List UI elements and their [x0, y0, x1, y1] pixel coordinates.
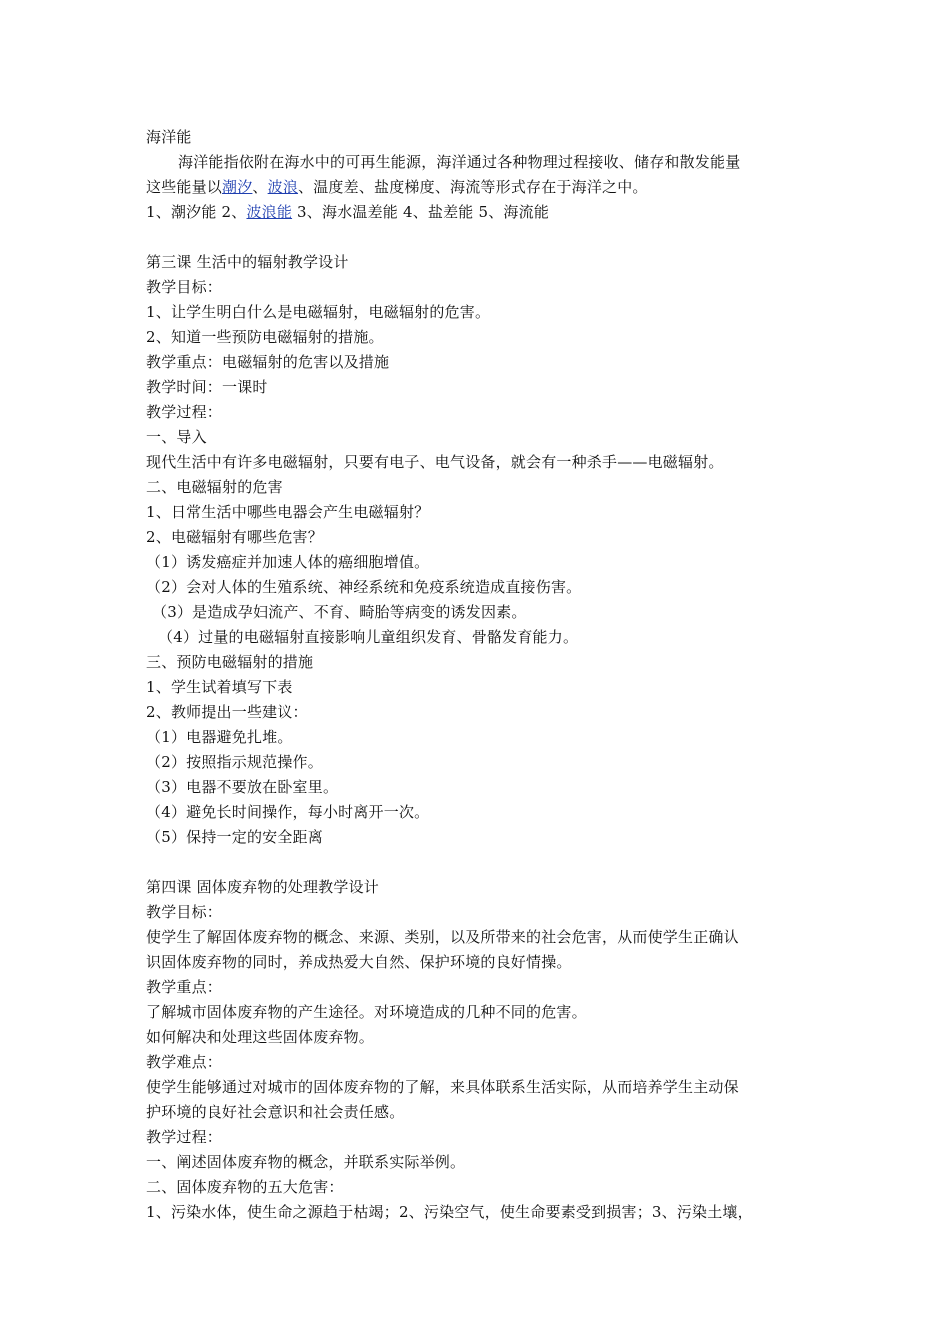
text-line: （4）避免长时间操作，每小时离开一次。 [146, 803, 430, 821]
text-line: 教学难点： [146, 1053, 223, 1071]
text-line: 教学重点：电磁辐射的危害以及措施 [146, 353, 390, 371]
text-line: （3）电器不要放在卧室里。 [146, 778, 339, 796]
text-line: 教学过程： [146, 403, 223, 421]
text-segment: 1、潮汐能 2、 [146, 203, 247, 221]
text-line: 三、预防电磁辐射的措施 [146, 653, 314, 671]
text-line: 教学过程： [146, 1128, 223, 1146]
text-segment: 这些能量以 [146, 178, 223, 196]
text-segment: 3、海水温差能 4、盐差能 5、海流能 [292, 203, 550, 221]
section-title-ocean-energy: 海洋能 [146, 128, 192, 146]
paragraph-ocean-energy: 海洋能指依附在海水中的可再生能源，海洋通过各种物理过程接收、储存和散发能量 [178, 153, 741, 171]
lesson4-title: 第四课 固体废弃物的处理教学设计 [146, 878, 379, 896]
link-tide[interactable]: 潮汐 [222, 178, 253, 196]
text-line: 护环境的良好社会意识和社会责任感。 [146, 1103, 405, 1121]
text-line: 了解城市固体废弃物的产生途径。对环境造成的几种不同的危害。 [146, 1003, 587, 1021]
text-line: 一、阐述固体废弃物的概念，并联系实际举例。 [146, 1153, 466, 1171]
text-line: （5）保持一定的安全距离 [146, 828, 323, 846]
text-line: 二、固体废弃物的五大危害： [146, 1178, 344, 1196]
text-line: 识固体废弃物的同时，养成热爱大自然、保护环境的良好情操。 [146, 953, 572, 971]
text-line: 现代生活中有许多电磁辐射，只要有电子、电气设备，就会有一种杀手——电磁辐射。 [146, 453, 724, 471]
text-line: 1、学生试着填写下表 [146, 678, 293, 696]
text-line: 1、污染水体，使生命之源趋于枯竭；2、污染空气，使生命要素受到损害；3、污染土壤， [146, 1203, 753, 1221]
list-energy-types [146, 203, 549, 221]
text-line: 2、教师提出一些建议： [146, 703, 308, 721]
lesson3-title: 第三课 生活中的辐射教学设计 [146, 253, 349, 271]
text-line: 如何解决和处理这些固体废弃物。 [146, 1028, 375, 1046]
text-segment: 、温度差、盐度梯度、海流等形式存在于海洋之中。 [298, 178, 648, 196]
link-wave-energy[interactable]: 波浪能 [246, 203, 293, 221]
link-wave[interactable]: 波浪 [267, 178, 299, 196]
text-line: （3）是造成孕妇流产、不育、畸胎等病变的诱发因素。 [152, 603, 527, 621]
text-line: （2）会对人体的生殖系统、神经系统和免疫系统造成直接伤害。 [146, 578, 582, 596]
text-line: 使学生了解固体废弃物的概念、来源、类别，以及所带来的社会危害，从而使学生正确认 [146, 928, 739, 946]
text-line: 二、电磁辐射的危害 [146, 478, 283, 496]
text-line: 教学时间：一课时 [146, 378, 268, 396]
text-line: （1）电器避免扎堆。 [146, 728, 293, 746]
text-line: 2、电磁辐射有哪些危害？ [146, 528, 323, 546]
text-line: 一、导入 [146, 428, 207, 446]
text-line: （4）过量的电磁辐射直接影响儿童组织发育、骨骼发育能力。 [158, 628, 579, 646]
text-line: 2、知道一些预防电磁辐射的措施。 [146, 328, 384, 346]
text-line: 使学生能够通过对城市的固体废弃物的了解，来具体联系生活实际，从而培养学生主动保 [146, 1078, 739, 1096]
text-line: 1、让学生明白什么是电磁辐射，电磁辐射的危害。 [146, 303, 491, 321]
text-line: 1、日常生活中哪些电器会产生电磁辐射？ [146, 503, 430, 521]
paragraph-energy-forms [146, 178, 648, 196]
text-segment: 、 [252, 178, 268, 196]
text-line: （2）按照指示规范操作。 [146, 753, 323, 771]
text-line: 教学重点： [146, 978, 223, 996]
text-line: 教学目标： [146, 278, 223, 296]
text-line: 教学目标： [146, 903, 223, 921]
text-line: （1）诱发癌症并加速人体的癌细胞增值。 [146, 553, 430, 571]
